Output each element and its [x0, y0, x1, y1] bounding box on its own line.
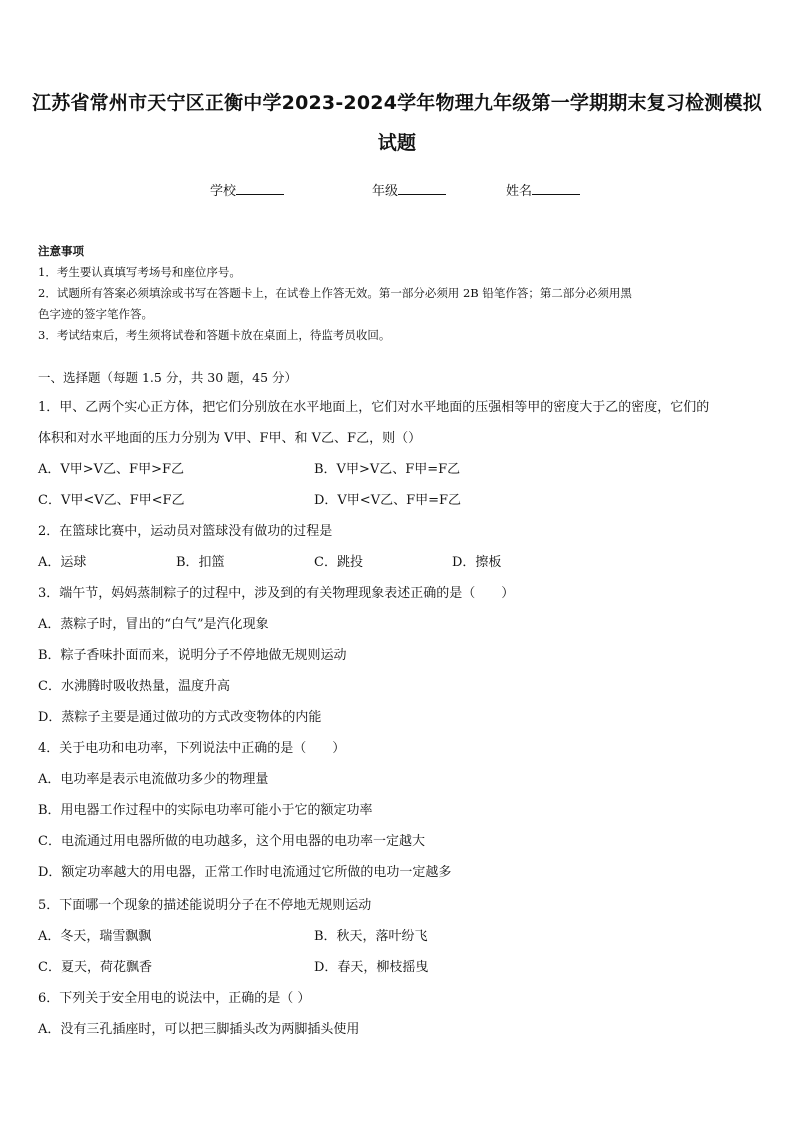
q2-stem: 2．在篮球比赛中，运动员对篮球没有做功的过程是	[38, 524, 333, 539]
q1-option-c: C．V甲<V乙、F甲<F乙	[38, 493, 185, 508]
q5-stem: 5．下面哪一个现象的描述能说明分子在不停地无规则运动	[38, 898, 372, 913]
notice-heading: 注意事项	[38, 244, 84, 258]
q2-option-b: B．扣篮	[176, 555, 225, 570]
notice-item: 3．考试结束后，考生须将试卷和答题卡放在桌面上，待监考员收回。	[38, 328, 391, 342]
section-heading: 一、选择题（每题 1.5 分，共 30 题，45 分）	[38, 370, 298, 385]
q2-option-a: A．运球	[38, 555, 87, 570]
exam-title-line1: 江苏省常州市天宁区正衡中学2023-2024学年物理九年级第一学期期末复习检测模拟	[32, 92, 762, 114]
q4-option-d: D．额定功率越大的用电器，正常工作时电流通过它所做的电功一定越多	[38, 865, 452, 880]
q5-option-b: B．秋天，落叶纷飞	[314, 929, 428, 944]
name-blank	[532, 182, 580, 195]
q2-option-c: C．跳投	[314, 555, 363, 570]
grade-label: 年级	[372, 184, 399, 199]
q4-option-c: C．电流通过用电器所做的电功越多，这个用电器的电功率一定越大	[38, 834, 425, 849]
notice-item: 2．试题所有答案必须填涂或书写在答题卡上，在试卷上作答无效。第一部分必须用 2B 铅笔作答；第二部分必须用黑	[38, 286, 632, 300]
q2-option-d: D．擦板	[452, 555, 502, 570]
q3-option-d: D．蒸粽子主要是通过做功的方式改变物体的内能	[38, 710, 322, 725]
school-field	[210, 180, 284, 199]
q3-option-c: C．水沸腾时吸收热量，温度升高	[38, 679, 230, 694]
exam-title-line2: 试题	[377, 132, 417, 154]
q3-stem: 3．端午节，妈妈蒸制粽子的过程中，涉及到的有关物理现象表述正确的是（ ）	[38, 586, 515, 601]
q5-option-d: D．春天，柳枝摇曳	[314, 960, 429, 975]
notice-item: 1．考生要认真填写考场号和座位序号。	[38, 265, 241, 279]
q4-option-a: A．电功率是表示电流做功多少的物理量	[38, 772, 269, 787]
q3-option-b: B．粽子香味扑面而来，说明分子不停地做无规则运动	[38, 648, 347, 663]
notice-item: 色字迹的签字笔作答。	[38, 307, 153, 321]
grade-blank	[398, 182, 446, 195]
notice-block	[38, 241, 758, 346]
q1-option-a: A．V甲>V乙、F甲>F乙	[38, 462, 184, 477]
grade-field	[372, 180, 446, 199]
name-field	[506, 180, 580, 199]
q3-option-a: A．蒸粽子时，冒出的“白气”是汽化现象	[38, 617, 269, 632]
school-label: 学校	[210, 184, 237, 199]
name-label: 姓名	[506, 184, 533, 199]
q1-stem-line1: 1．甲、乙两个实心正方体，把它们分别放在水平地面上，它们对水平地面的压强相等甲的密度大于乙的密度，它们的	[38, 400, 710, 415]
q6-stem: 6．下列关于安全用电的说法中，正确的是（ ）	[38, 991, 311, 1006]
q6-option-a: A．没有三孔插座时，可以把三脚插头改为两脚插头使用	[38, 1022, 360, 1037]
q4-option-b: B．用电器工作过程中的实际电功率可能小于它的额定功率	[38, 803, 373, 818]
q1-stem-line2: 体积和对水平地面的压力分别为 V甲、F甲、和 V乙、F乙，则（）	[38, 431, 422, 446]
q1-option-d: D．V甲<V乙、F甲=F乙	[314, 493, 462, 508]
q5-option-a: A．冬天，瑞雪飘飘	[38, 929, 152, 944]
q5-option-c: C．夏天，荷花飘香	[38, 960, 152, 975]
q1-option-b: B．V甲>V乙、F甲=F乙	[314, 462, 461, 477]
school-blank	[236, 182, 284, 195]
q4-stem: 4．关于电功和电功率，下列说法中正确的是（ ）	[38, 741, 346, 756]
